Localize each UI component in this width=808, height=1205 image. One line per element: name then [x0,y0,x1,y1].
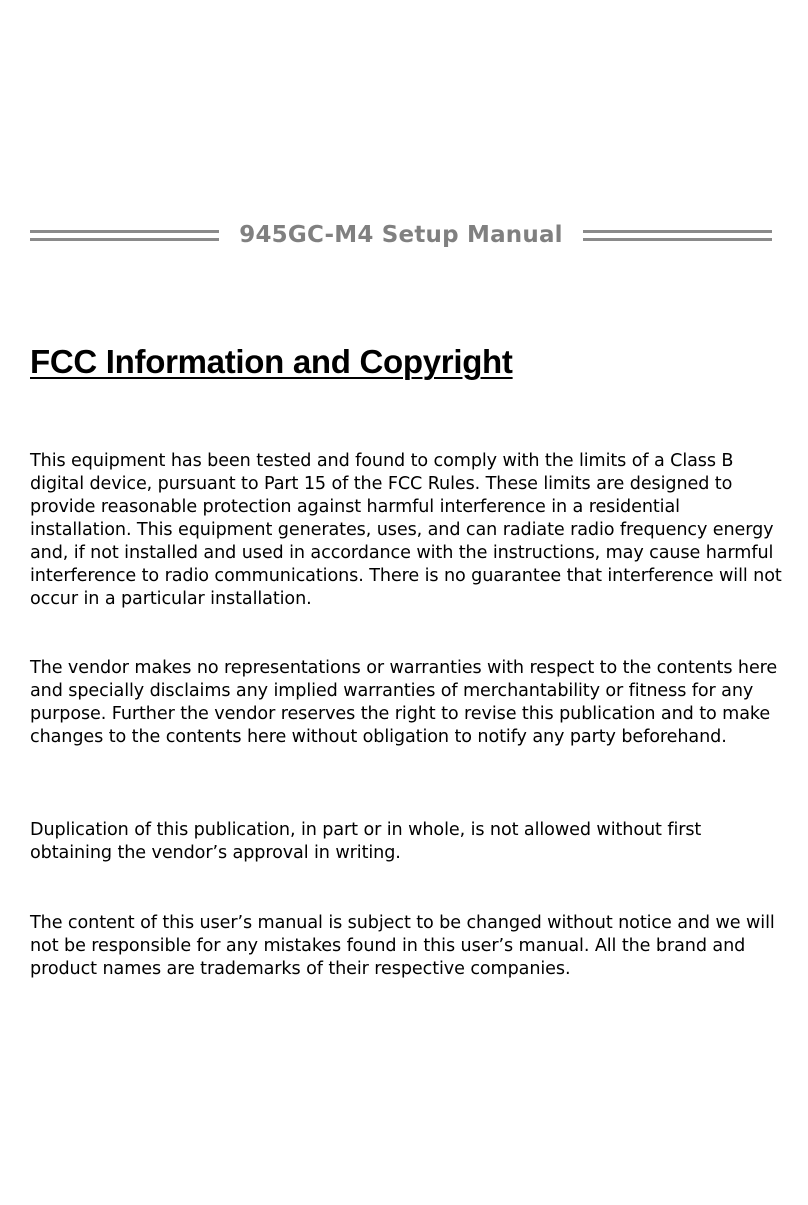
header-rule-left [30,230,219,241]
paragraph-duplication-notice: Duplication of this publication, in part or in whole, is not allowed without first obtaining the vendor’s approval in writing. [30,820,702,863]
paragraph-warranty-disclaimer: The vendor makes no representations or warranties with respect to the contents here and specially disclaims any implied warranties of merchantability or fitness for any purpose. Further the vendor reserves the right to revise this publication and to make changes to the contents here without obligation to notify any party beforehand. [30,658,778,747]
page-title: FCC Information and Copyright [30,343,513,380]
paragraph-fcc-compliance: This equipment has been tested and found to comply with the limits of a Class B digital device, pursuant to Part 15 of the FCC Rules. These limits are designed to provide reasonable protection against harmful interference in a residential installation. This equipment generates, uses, and can radiate radio frequency energy and, if not installed and used in accordance with the instructions, may cause harmful interference to radio communications. There is no guarantee that interference will not occur in a particular installation. [30,451,782,609]
paragraph-trademark-notice: The content of this user’s manual is subject to be changed without notice and we will not be responsible for any mistakes found in this user’s manual. All the brand and product names are trademarks of their respective companies. [30,913,775,979]
running-header [30,218,772,252]
header-title: 945GC-M4 Setup Manual [239,222,563,248]
header-rule-right [583,230,772,241]
